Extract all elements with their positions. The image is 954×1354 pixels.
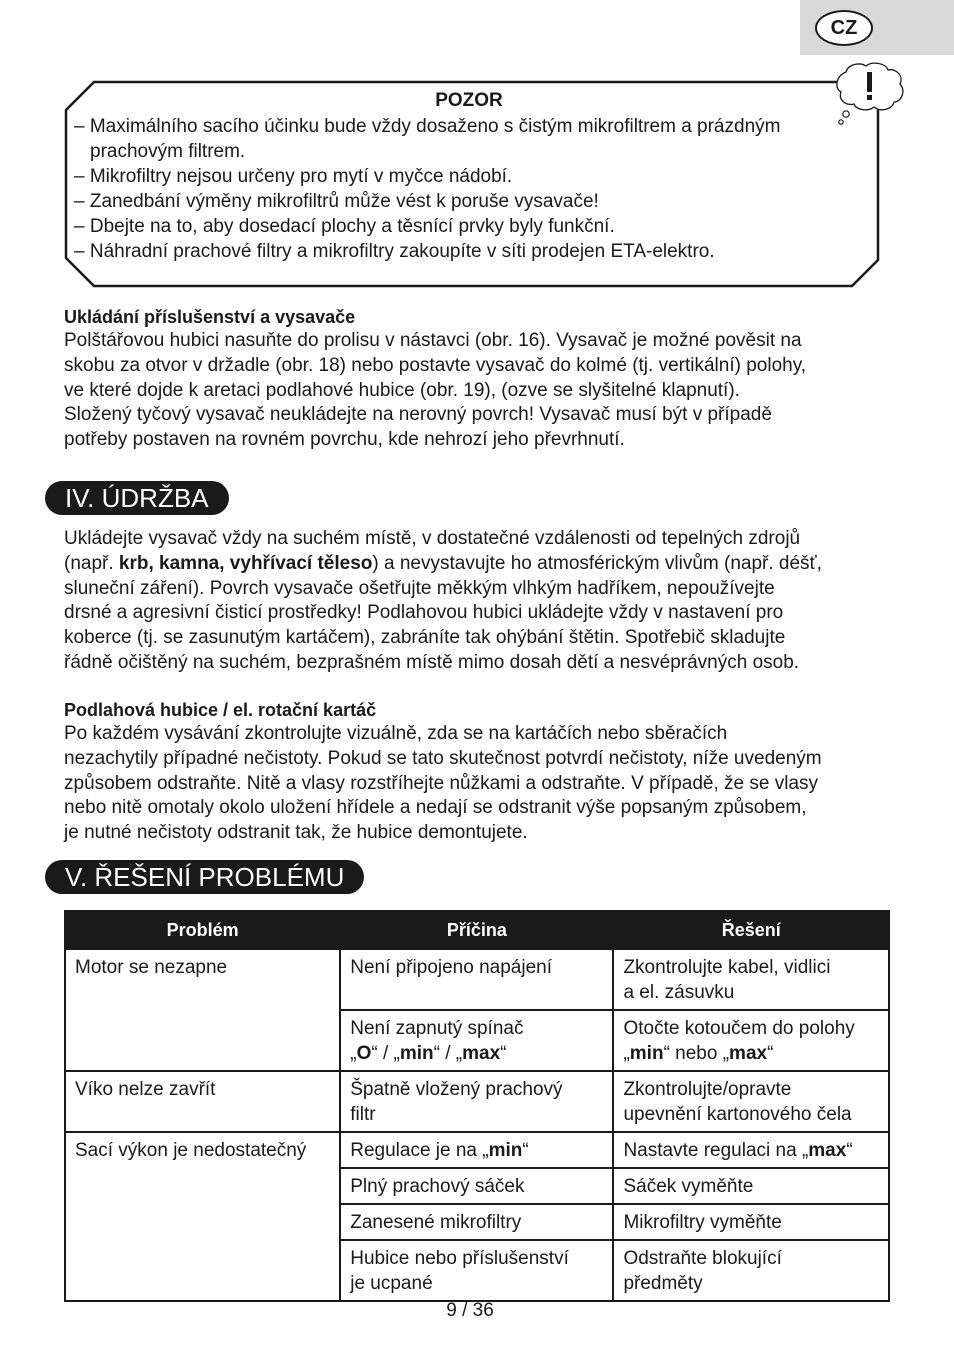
maintenance-line: sluneční záření). Povrch vysavače ošetřujte měkkým vlhkým hadříkem, nepoužívejte [64, 577, 775, 599]
warning-list [74, 114, 854, 264]
column-header-cause: Příčina [340, 911, 613, 949]
column-header-solution: Řešení [613, 911, 889, 949]
brush-line: je nutné nečistoty odstranit tak, že hubice demontujete. [64, 822, 528, 844]
solution-cell: Otočte kotoučem do polohy „min“ nebo „max“ [613, 1010, 889, 1071]
language-badge: CZ [815, 10, 873, 46]
brush-line: způsobem odstraňte. Nitě a vlasy rozstříhejte nůžkami a odstraňte. V případě, že se vlasy [64, 772, 819, 794]
cause-cell: Špatně vložený prachový filtr [340, 1071, 613, 1132]
problem-cell: Víko nelze zavřít [65, 1071, 340, 1132]
maintenance-text [64, 527, 894, 676]
maintenance-line: koberce (tj. se zasunutým kartáčem), zabráníte tak ohýbání štětin. Spotřebič skladujte [64, 627, 786, 649]
brush-line: nezachytily případné nečistoty. Pokud se tato skutečnost potvrdí nečistoty, níže uvedeným [64, 747, 822, 769]
section-title-troubleshooting: V. ŘEŠENÍ PROBLÉMU [45, 860, 364, 894]
solution-cell: Zkontrolujte kabel, vidlici a el. zásuvku [613, 949, 889, 1010]
language-tab [800, 0, 954, 55]
cause-cell: Hubice nebo příslušenství je ucpané [340, 1240, 613, 1301]
warning-line: – Maximálního sacího účinku bude vždy dosaženo s čistým mikrofiltrem a prázdným [74, 116, 781, 137]
brush-heading: Podlahová hubice / el. rotační kartáč [64, 700, 377, 720]
maintenance-line: drsné a agresivní čisticí prostředky! Podlahovou hubici ukládejte vždy v nastavení pro [64, 602, 784, 624]
problem-cell: Motor se nezapne [65, 949, 340, 1071]
solution-cell: Odstraňte blokující předměty [613, 1240, 889, 1301]
brush-section [64, 698, 894, 846]
warning-title: POZOR [435, 90, 503, 111]
storage-line: potřeby postaven na rovném povrchu, kde nehrozí jeho převrhnutí. [64, 429, 625, 451]
warning-box [64, 80, 882, 290]
maintenance-line: řádně očištěný na suchém, bezprašném místě mimo dosah dětí a nesvéprávných osob. [64, 651, 800, 673]
solution-cell: Sáček vyměňte [613, 1168, 889, 1204]
cause-cell: Není připojeno napájení [340, 949, 613, 1010]
section-title-maintenance: IV. ÚDRŽBA [45, 481, 229, 515]
cause-cell: Regulace je na „min“ [340, 1132, 613, 1168]
maintenance-line: (např. krb, kamna, vyhřívací těleso) a nevystavujte ho atmosférickým vlivům (např. déšť, [64, 552, 822, 574]
table-row [65, 949, 889, 1010]
brush-line: nebo nitě omotaly okolo uložení hřídele a nedají se odstranit výše popsaným způsobem, [64, 797, 807, 819]
maintenance-line: Ukládejte vysavač vždy na suchém místě, v dostatečné vzdálenosti od tepelných zdrojů [64, 528, 801, 549]
column-header-problem: Problém [65, 911, 340, 949]
storage-heading: Ukládání příslušenství a vysavače [64, 307, 356, 327]
table-row [65, 1071, 889, 1132]
solution-cell: Nastavte regulaci na „max“ [613, 1132, 889, 1168]
cause-cell: Zanesené mikrofiltry [340, 1204, 613, 1240]
brush-line: Po každém vysávání zkontrolujte vizuálně, zda se na kartáčích nebo sběračích [64, 723, 728, 744]
solution-cell: Mikrofiltry vyměňte [613, 1204, 889, 1240]
cause-cell: Není zapnutý spínač „O“ / „min“ / „max“ [340, 1010, 613, 1071]
warning-line: – Mikrofiltry nejsou určeny pro mytí v myčce nádobí. [74, 166, 513, 187]
warning-line: prachovým filtrem. [90, 141, 246, 162]
table-header-row [65, 911, 889, 949]
problem-cell: Sací výkon je nedostatečný [65, 1132, 340, 1301]
warning-line: – Dbejte na to, aby dosedací plochy a těsnící prvky byly funkční. [74, 216, 615, 237]
exclamation-bubble-icon [832, 62, 906, 128]
table-row [65, 1132, 889, 1168]
solution-cell: Zkontrolujte/opravte upevnění kartonového čela [613, 1071, 889, 1132]
storage-line: skobu za otvor v držadle (obr. 18) nebo postavte vysavač do kolmé (tj. vertikální) polohy, [64, 354, 807, 376]
page-number: 9 / 36 [446, 1300, 494, 1321]
storage-line: Složený tyčový vysavač neukládejte na nerovný povrch! Vysavač musí být v případě [64, 404, 772, 426]
storage-section [64, 305, 894, 453]
storage-line: Polštářovou hubici nasuňte do prolisu v nástavci (obr. 16). Vysavač je možné pověsit na [64, 330, 802, 351]
heat-sources-emphasis: krb, kamna, vyhřívací těleso [118, 552, 373, 574]
warning-line: – Náhradní prachové filtry a mikrofiltry zakoupíte v síti prodejen ETA-elektro. [74, 241, 715, 262]
storage-line: ve které dojde k aretaci podlahové hubice (obr. 19), (ozve se slyšitelné klapnutí). [64, 379, 740, 401]
cause-cell: Plný prachový sáček [340, 1168, 613, 1204]
warning-line: – Zanedbání výměny mikrofiltrů může vést k poruše vysavače! [74, 191, 599, 212]
troubleshooting-table [64, 910, 890, 1302]
